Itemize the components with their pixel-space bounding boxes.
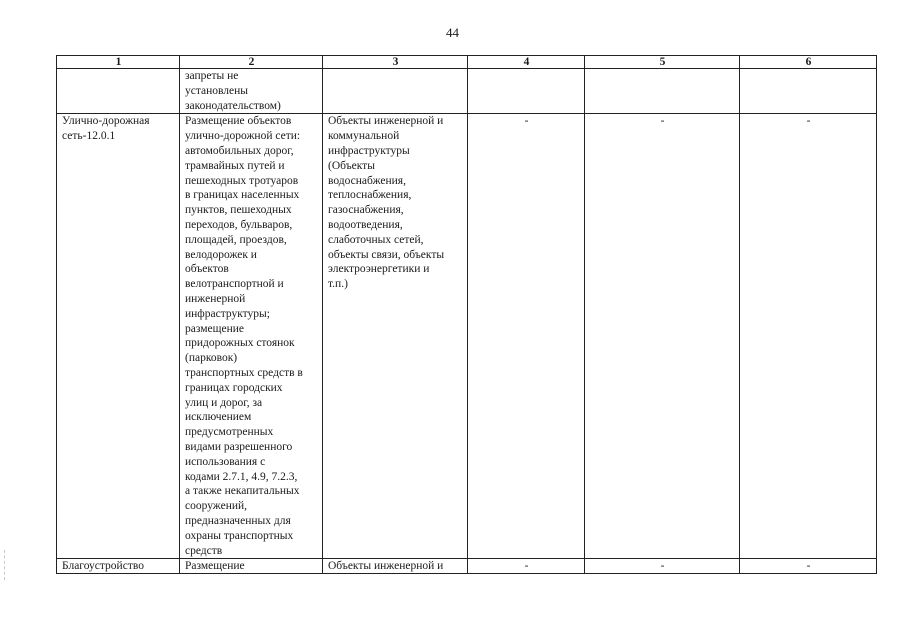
table-cell (57, 114, 180, 559)
table-cell (740, 559, 877, 574)
cell-text: Улично-дорожная сеть-12.0.1 (62, 115, 150, 143)
column-header-3: 3 (323, 56, 468, 69)
cell-text: - (660, 115, 665, 128)
column-header-6: 6 (740, 56, 877, 69)
table-cell (180, 559, 323, 574)
cell-text: Благоустройство (62, 560, 144, 573)
table-cell (740, 69, 877, 114)
table-cell (323, 114, 468, 559)
cell-text: - (660, 560, 665, 573)
cell-text: Объекты инженерной и (328, 560, 444, 573)
cell-text: - (524, 115, 529, 128)
table-cell (180, 114, 323, 559)
cell-text: - (524, 560, 529, 573)
table-cell (468, 559, 585, 574)
scan-margin-mark (4, 550, 6, 580)
table-row (57, 114, 877, 559)
table-cell (740, 114, 877, 559)
table-cell (468, 69, 585, 114)
table-header-row (57, 56, 877, 69)
column-header-5: 5 (585, 56, 740, 69)
cell-text: запреты не установлены законодательством) (185, 70, 281, 112)
table-cell (585, 69, 740, 114)
table-row (57, 69, 877, 114)
column-header-4: 4 (468, 56, 585, 69)
table-cell (585, 114, 740, 559)
cell-text: Размещение объектов улично-дорожной сети: автомобильных дорог, трамвайных путей и пешеходных тротуаров в границах населенных пунктов, пешеходных переходов, бульваров, площадей, проездов, велодорожек и объектов велотранспортной и инженерной инфраструктуры; размещение придорожных стоянок (парковок) транспортных средств в границах городских улиц и дорог, за исключением предусмотренных видами разрешенного использования с кодами 2.7.1, 4.9, 7.2.3, а также некапитальных сооружений, предназначенных для охраны транспортных средств (185, 115, 303, 557)
table-row (57, 559, 877, 574)
column-header-1: 1 (57, 56, 180, 69)
table-cell (57, 559, 180, 574)
document-table (56, 55, 877, 574)
page-number: 44 (446, 25, 459, 40)
table-cell (468, 114, 585, 559)
column-header-2: 2 (180, 56, 323, 69)
table-cell (323, 559, 468, 574)
cell-text: Размещение (185, 560, 245, 573)
cell-text: Объекты инженерной и коммунальной инфраструктуры (Объекты водоснабжения, теплоснабжения, газоснабжения, водоотведения, слаботочных сетей, объекты связи, объекты электроэнергетики и т.п.) (328, 115, 445, 291)
table-cell (585, 559, 740, 574)
table-cell (323, 69, 468, 114)
table-cell (180, 69, 323, 114)
cell-text: - (806, 560, 811, 573)
table-cell (57, 69, 180, 114)
cell-text: - (806, 115, 811, 128)
